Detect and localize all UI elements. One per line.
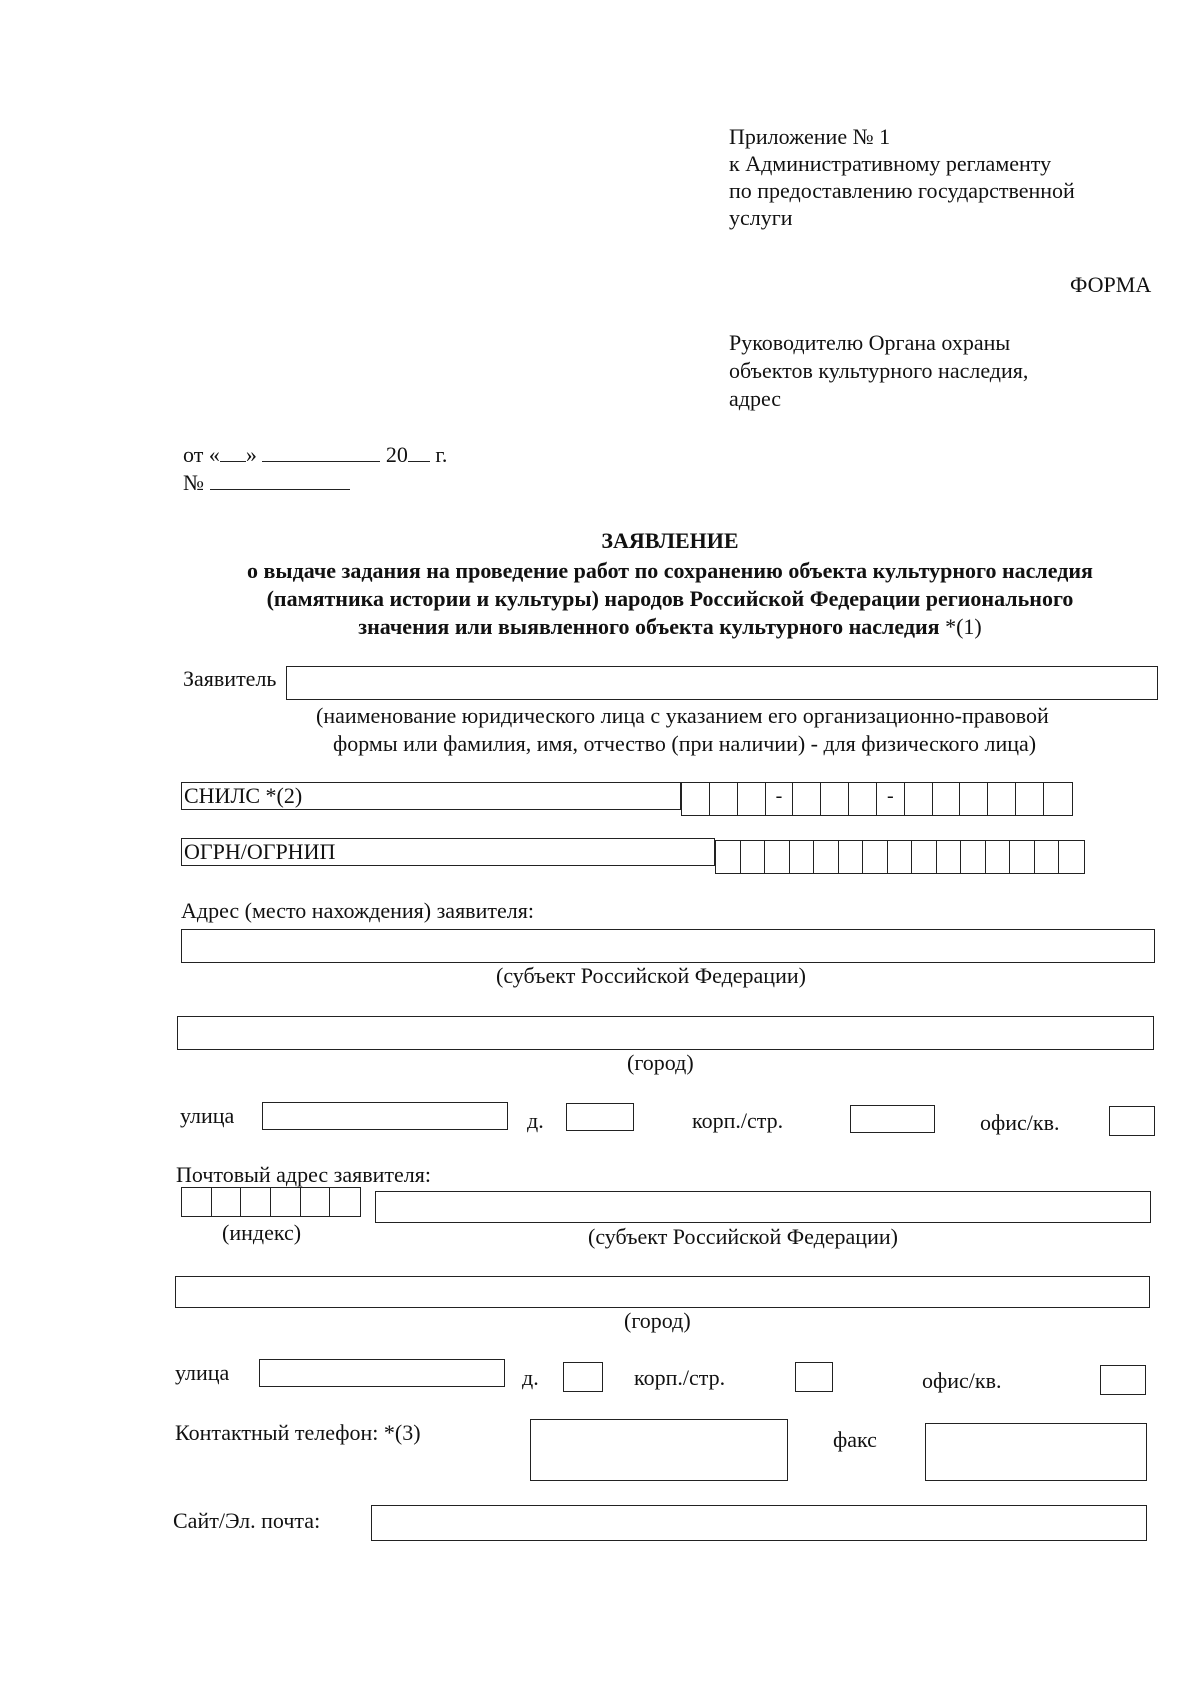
snils-label: СНИЛС *(2) — [181, 782, 681, 810]
location-street-label: улица — [180, 1103, 235, 1128]
postal-house-field[interactable] — [563, 1362, 603, 1392]
month-field[interactable] — [262, 443, 380, 462]
snils-cell[interactable] — [1044, 783, 1072, 815]
site-email-field[interactable] — [371, 1505, 1147, 1541]
postal-office-field[interactable] — [1100, 1365, 1146, 1395]
addressee-line-1: Руководителю Органа охраны — [729, 330, 1011, 355]
snils-cell[interactable] — [682, 783, 710, 815]
postal-index-cell[interactable] — [330, 1188, 360, 1216]
appendix-line-1: Приложение № 1 — [729, 124, 891, 149]
title-line-1: о выдаче задания на проведение работ по сохранению объекта культурного наследия — [247, 558, 1093, 583]
snils-cell: - — [766, 783, 794, 815]
postal-subject-field[interactable] — [375, 1191, 1151, 1223]
postal-street-field[interactable] — [259, 1359, 505, 1387]
snils-cell[interactable] — [988, 783, 1016, 815]
ogrn-cell[interactable] — [814, 841, 839, 873]
snils-cell[interactable] — [933, 783, 961, 815]
appendix-line-2: к Административному регламенту — [729, 151, 1052, 176]
location-building-label: корп./стр. — [692, 1108, 784, 1133]
postal-building-label: корп./стр. — [634, 1365, 726, 1390]
snils-cell[interactable] — [905, 783, 933, 815]
ogrn-cell[interactable] — [1035, 841, 1060, 873]
ogrn-cell[interactable] — [912, 841, 937, 873]
snils-cell[interactable] — [821, 783, 849, 815]
postal-index-cells[interactable] — [181, 1187, 361, 1217]
ogrn-cell[interactable] — [716, 841, 741, 873]
postal-index-cell[interactable] — [212, 1188, 242, 1216]
postal-subject-hint: (субъект Российской Федерации) — [588, 1224, 898, 1249]
phone-field[interactable] — [530, 1419, 788, 1481]
snils-cell[interactable] — [710, 783, 738, 815]
location-house-label: д. — [527, 1108, 544, 1133]
postal-index-cell[interactable] — [182, 1188, 212, 1216]
date-prefix: от « — [183, 442, 220, 467]
snils-cell[interactable] — [849, 783, 877, 815]
location-subject-field[interactable] — [181, 929, 1155, 963]
ogrn-cell[interactable] — [937, 841, 962, 873]
title-line-3: значения или выявленного объекта культурного наследия *(1) — [358, 614, 982, 639]
addressee-line-3: адрес — [729, 386, 782, 411]
location-subject-hint: (субъект Российской Федерации) — [496, 963, 806, 988]
postal-index-cell[interactable] — [301, 1188, 331, 1216]
snils-cell[interactable] — [960, 783, 988, 815]
fax-label: факс — [833, 1427, 877, 1452]
applicant-hint-line-2: формы или фамилия, имя, отчество (при наличии) - для физического лица) — [333, 731, 1037, 756]
appendix-line-3: по предоставлению государственной — [729, 178, 1075, 203]
postal-address-label: Почтовый адрес заявителя: — [176, 1162, 432, 1187]
day-field[interactable] — [220, 443, 246, 462]
applicant-label: Заявитель — [183, 666, 277, 691]
ogrn-cell[interactable] — [961, 841, 986, 873]
applicant-hint-line-1: (наименование юридического лица с указанием его организационно-правовой — [316, 703, 1049, 728]
form-label: ФОРМА — [1070, 272, 1152, 297]
ogrn-cell[interactable] — [765, 841, 790, 873]
number-label: № — [183, 470, 204, 495]
postal-index-hint: (индекс) — [222, 1220, 302, 1245]
ogrn-cell[interactable] — [790, 841, 815, 873]
postal-house-label: д. — [522, 1365, 539, 1390]
snils-cell: - — [877, 783, 905, 815]
postal-index-cell[interactable] — [271, 1188, 301, 1216]
site-label: Сайт/Эл. почта: — [173, 1508, 321, 1533]
location-address-label: Адрес (место нахождения) заявителя: — [181, 898, 534, 923]
snils-cell[interactable] — [793, 783, 821, 815]
location-office-label: офис/кв. — [980, 1110, 1060, 1135]
number-field[interactable] — [210, 471, 350, 490]
ogrn-cells[interactable] — [715, 840, 1085, 874]
addressee-line-2: объектов культурного наследия, — [729, 358, 1029, 383]
snils-cells[interactable] — [681, 782, 1073, 816]
date-line — [183, 442, 447, 468]
document-title: ЗАЯВЛЕНИЕ — [601, 528, 739, 553]
appendix-line-4: услуги — [729, 205, 793, 230]
footnote-1: *(1) — [945, 614, 982, 639]
ogrn-label: ОГРН/ОГРНИП — [181, 838, 715, 866]
location-house-field[interactable] — [566, 1103, 634, 1131]
snils-cell[interactable] — [738, 783, 766, 815]
ogrn-cell[interactable] — [986, 841, 1011, 873]
year-suffix: г. — [435, 442, 448, 467]
postal-city-hint: (город) — [624, 1308, 691, 1333]
date-close-quote: » — [245, 442, 257, 467]
phone-label: Контактный телефон: *(3) — [175, 1420, 421, 1445]
number-line — [183, 470, 350, 496]
title-line-2: (памятника истории и культуры) народов Российской Федерации регионального — [266, 586, 1074, 611]
ogrn-cell[interactable] — [741, 841, 766, 873]
location-city-field[interactable] — [177, 1016, 1154, 1050]
snils-cell[interactable] — [1016, 783, 1044, 815]
postal-street-label: улица — [175, 1360, 230, 1385]
location-city-hint: (город) — [627, 1050, 694, 1075]
ogrn-cell[interactable] — [839, 841, 864, 873]
ogrn-cell[interactable] — [1010, 841, 1035, 873]
postal-index-cell[interactable] — [241, 1188, 271, 1216]
location-building-field[interactable] — [850, 1105, 935, 1133]
location-street-field[interactable] — [262, 1102, 508, 1130]
ogrn-cell[interactable] — [888, 841, 913, 873]
ogrn-cell[interactable] — [1059, 841, 1084, 873]
postal-city-field[interactable] — [175, 1276, 1150, 1308]
year-prefix: 20 — [385, 442, 408, 467]
ogrn-cell[interactable] — [863, 841, 888, 873]
fax-field[interactable] — [925, 1423, 1147, 1481]
postal-office-label: офис/кв. — [922, 1368, 1002, 1393]
year-field[interactable] — [408, 443, 430, 462]
postal-building-field[interactable] — [795, 1362, 833, 1392]
applicant-field[interactable] — [286, 666, 1158, 700]
location-office-field[interactable] — [1109, 1106, 1155, 1136]
